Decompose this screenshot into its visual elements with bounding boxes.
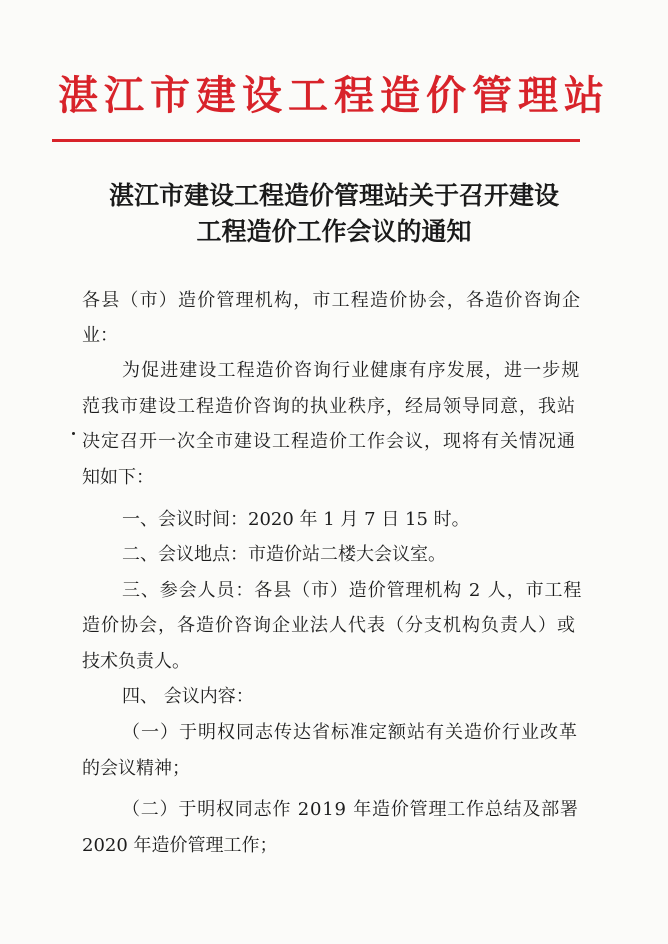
paragraph-1-line-1: 为促进建设工程造价咨询行业健康有序发展，进一步规 [122, 360, 581, 381]
item-attendees-line-3: 技术负责人。 [82, 651, 190, 672]
content-item-1-line-2: 的会议精神； [82, 758, 190, 779]
content-item-2-line-1: （二）于明权同志作 2019 年造价管理工作总结及部署 [122, 799, 579, 820]
scan-speck [72, 432, 75, 435]
addressee-line-2: 业： [82, 325, 118, 346]
paragraph-1-line-3: 决定召开一次全市建设工程造价工作会议，现将有关情况通 [82, 431, 576, 452]
item-meeting-time: 一、会议时间：2020 年 1 月 7 日 15 时。 [122, 509, 470, 530]
notice-title-line-1: 湛江市建设工程造价管理站关于召开建设 [108, 181, 559, 210]
addressee-line-1: 各县（市）造价管理机构，市工程造价协会，各造价咨询企 [82, 290, 582, 311]
item-meeting-location: 二、会议地点：市造价站二楼大会议室。 [122, 544, 446, 565]
letterhead-red-rule [52, 139, 580, 142]
item-attendees-line-2: 造价协会，各造价咨询企业法人代表（分支机构负责人）或 [82, 615, 576, 636]
letterhead-org-name: 湛江市建设工程造价管理站 [58, 72, 610, 119]
paragraph-1-line-4: 知如下： [82, 467, 154, 488]
notice-title-line-2: 工程造价工作会议的通知 [196, 217, 472, 246]
item-meeting-content: 四、 会议内容： [122, 686, 254, 707]
item-attendees-line-1: 三、参会人员：各县（市）造价管理机构 2 人，市工程 [122, 580, 583, 601]
content-item-1-line-1: （一）于明权同志传达省标准定额站有关造价行业改革 [122, 722, 578, 743]
paragraph-1-line-2: 范我市建设工程造价咨询的执业秩序，经局领导同意，我站 [82, 396, 576, 417]
content-item-2-line-2: 2020 年造价管理工作； [82, 835, 278, 856]
